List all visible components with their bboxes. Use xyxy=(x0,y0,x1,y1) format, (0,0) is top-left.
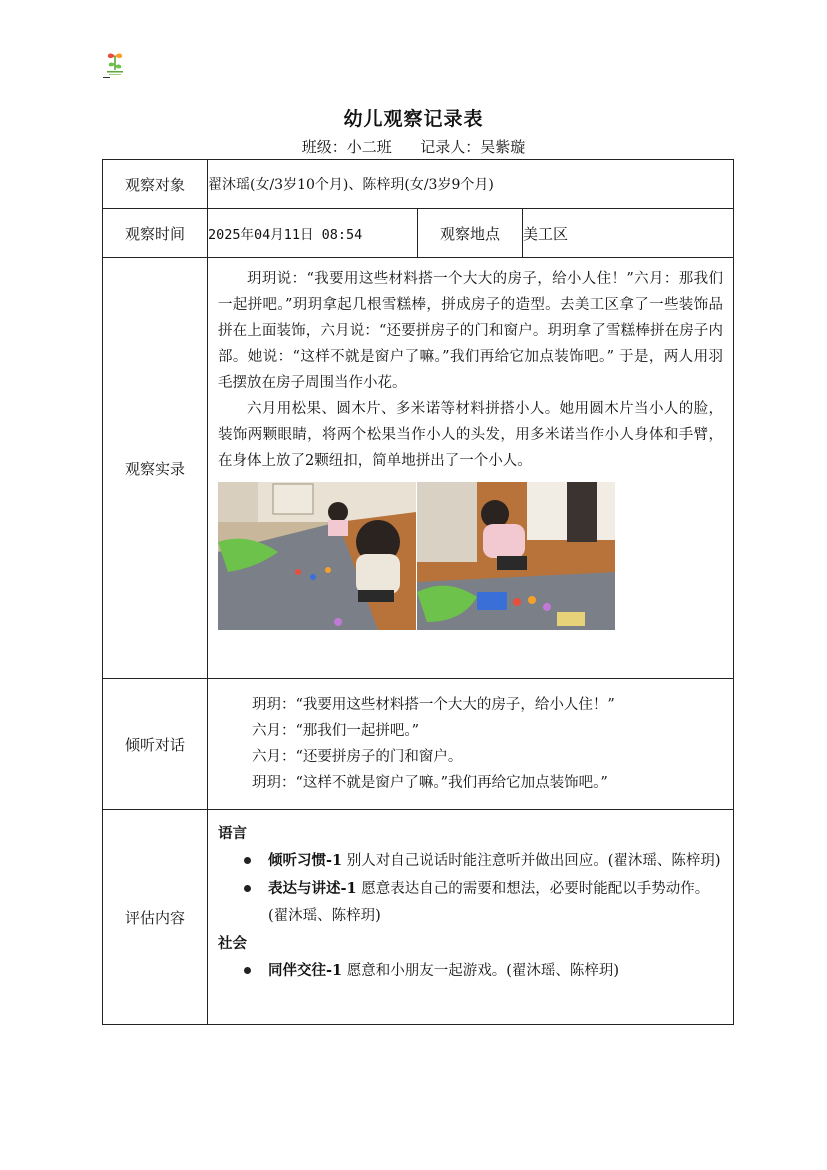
photo-strip xyxy=(208,482,733,640)
record-label: 观察实录 xyxy=(103,258,208,679)
dialog-cell xyxy=(208,679,734,810)
listen-label: 倾听对话 xyxy=(103,679,208,810)
school-logo-icon xyxy=(104,50,126,80)
item-title: 倾听习惯-1 xyxy=(268,852,343,869)
bullet-icon xyxy=(244,967,251,974)
observation-photo-2 xyxy=(417,482,615,630)
record-paragraph-1: 玥玥说：“我要用这些材料搭一个大大的房子，给小人住！”六月：那我们一起拼吧。”玥玥拿起几根雪糕棒，拼成房子的造型。去美工区拿了一些装饰品拼在上面装饰，六月说：“还要拼房子的门和窗户。玥玥拿了雪糕棒拼在房子内部。她说：“这样不就是窗户了嘛。”我们再给它加点装饰吧。” 于是，两人用羽毛摆放在房子周围当作小花。 xyxy=(218,271,723,391)
record-paragraph-2: 六月用松果、圆木片、多米诺等材料拼搭小人。她用圆木片当小人的脸，装饰两颗眼睛，将两个松果当作小人的头发，用多米诺当作小人身体和手臂，在身体上放了2颗纽扣，简单地拼出了一个小人。 xyxy=(218,401,723,469)
dialog-list xyxy=(208,682,733,806)
item-title: 同伴交往-1 xyxy=(268,962,343,979)
header-mark xyxy=(103,77,110,78)
section-heading-social: 社会 xyxy=(218,935,247,952)
dialog-line: 六月：“还要拼房子的门和窗户。 xyxy=(252,749,463,765)
assessment-content xyxy=(208,810,733,995)
dialog-line: 玥玥：“我要用这些材料搭一个大大的房子，给小人住！” xyxy=(252,697,615,713)
assessment-item xyxy=(218,957,723,985)
section-heading-language: 语言 xyxy=(218,825,247,842)
item-text: 愿意表达自己的需要和想法，必要时能配以手势动作。(翟沐瑶、陈梓玥) xyxy=(268,881,710,924)
assessment-item xyxy=(218,847,723,875)
observation-table xyxy=(102,159,734,1025)
record-cell xyxy=(208,258,734,679)
place-value: 美工区 xyxy=(523,209,734,258)
social-list xyxy=(218,957,723,985)
subject-label: 观察对象 xyxy=(103,160,208,209)
assessment-item xyxy=(218,875,723,930)
dialog-line: 六月：“那我们一起拼吧。” xyxy=(252,723,420,739)
place-label: 观察地点 xyxy=(418,209,523,258)
item-title: 表达与讲述-1 xyxy=(268,880,357,897)
page-title: 幼儿观察记录表 xyxy=(343,108,484,130)
time-value: 2025年04月11日 08:54 xyxy=(208,209,418,258)
record-text xyxy=(208,258,733,482)
bullet-icon xyxy=(244,885,251,892)
item-text: 愿意和小朋友一起游戏。(翟沐瑶、陈梓玥) xyxy=(342,963,620,979)
time-label: 观察时间 xyxy=(103,209,208,258)
assess-cell xyxy=(208,810,734,1025)
dialog-line: 玥玥：“这样不就是窗户了嘛。”我们再给它加点装饰吧。” xyxy=(252,775,608,791)
page-subtitle: 班级：小二班 记录人：吴紫璇 xyxy=(301,138,526,156)
observation-photo-1 xyxy=(218,482,416,630)
assess-label: 评估内容 xyxy=(103,810,208,1025)
language-list xyxy=(218,847,723,930)
item-text: 别人对自己说话时能注意听并做出回应。(翟沐瑶、陈梓玥) xyxy=(342,853,721,869)
bullet-icon xyxy=(244,857,251,864)
subject-value: 翟沐瑶(女/3岁10个月)、陈梓玥(女/3岁9个月) xyxy=(208,160,734,209)
